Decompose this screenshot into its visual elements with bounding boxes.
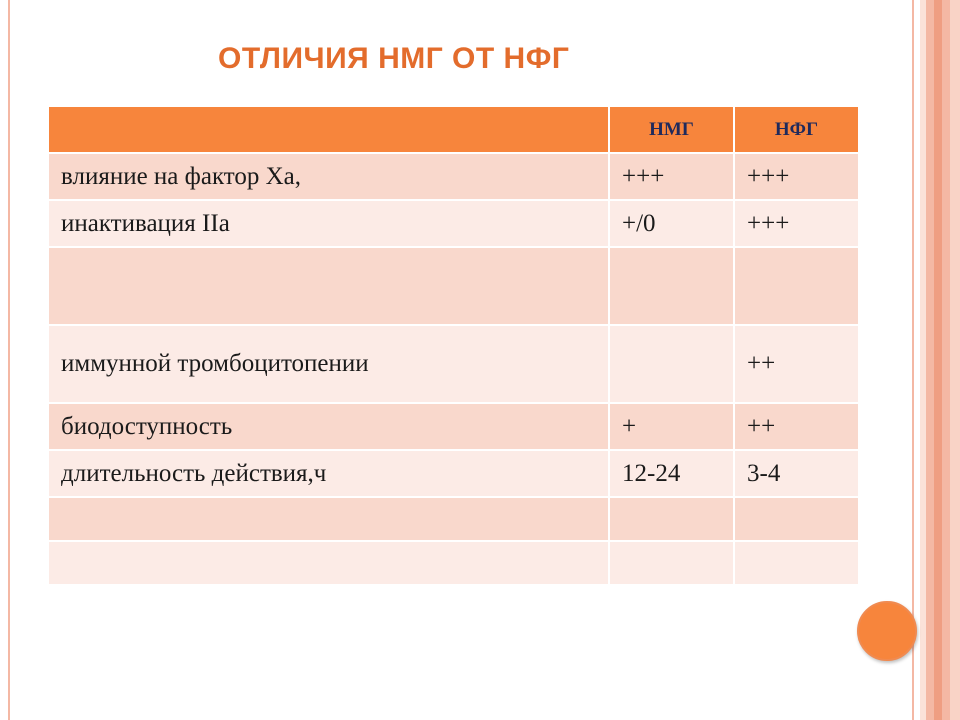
row-label: инактивация IIа: [48, 200, 609, 247]
nfg-value: ++: [734, 325, 859, 403]
row-label: биодоступность: [48, 403, 609, 450]
table-row: [48, 450, 859, 497]
row-label: [48, 541, 609, 585]
row-label: иммунной тромбоцитопении: [48, 325, 609, 403]
row-label: [48, 247, 609, 325]
table-row: [48, 325, 859, 403]
table-row: [48, 497, 859, 541]
nmg-value: [609, 541, 734, 585]
row-label: [48, 497, 609, 541]
table-header-row: [48, 106, 859, 153]
table-row: [48, 403, 859, 450]
nmg-value: 12-24: [609, 450, 734, 497]
table-row: [48, 247, 859, 325]
nfg-value: 3-4: [734, 450, 859, 497]
row-label: длительность действия,ч: [48, 450, 609, 497]
decorative-stripes: [920, 0, 960, 720]
decorative-circle: [857, 601, 917, 661]
nfg-value: [734, 497, 859, 541]
table-row: [48, 200, 859, 247]
nfg-value: [734, 247, 859, 325]
nfg-value: ++: [734, 403, 859, 450]
table-row: [48, 541, 859, 585]
header-empty-cell: [48, 106, 609, 153]
header-nfg: НФГ: [734, 106, 859, 153]
nmg-value: +/0: [609, 200, 734, 247]
nmg-value: [609, 325, 734, 403]
nmg-value: [609, 497, 734, 541]
comparison-table: [47, 105, 860, 586]
row-label: влияние на фактор Ха,: [48, 153, 609, 200]
nmg-value: [609, 247, 734, 325]
nfg-value: +++: [734, 200, 859, 247]
nmg-value: +++: [609, 153, 734, 200]
header-nmg: НМГ: [609, 106, 734, 153]
nmg-value: +: [609, 403, 734, 450]
table-row: [48, 153, 859, 200]
nfg-value: [734, 541, 859, 585]
slide-title: ОТЛИЧИЯ НМГ ОТ НФГ: [218, 42, 570, 75]
nfg-value: +++: [734, 153, 859, 200]
